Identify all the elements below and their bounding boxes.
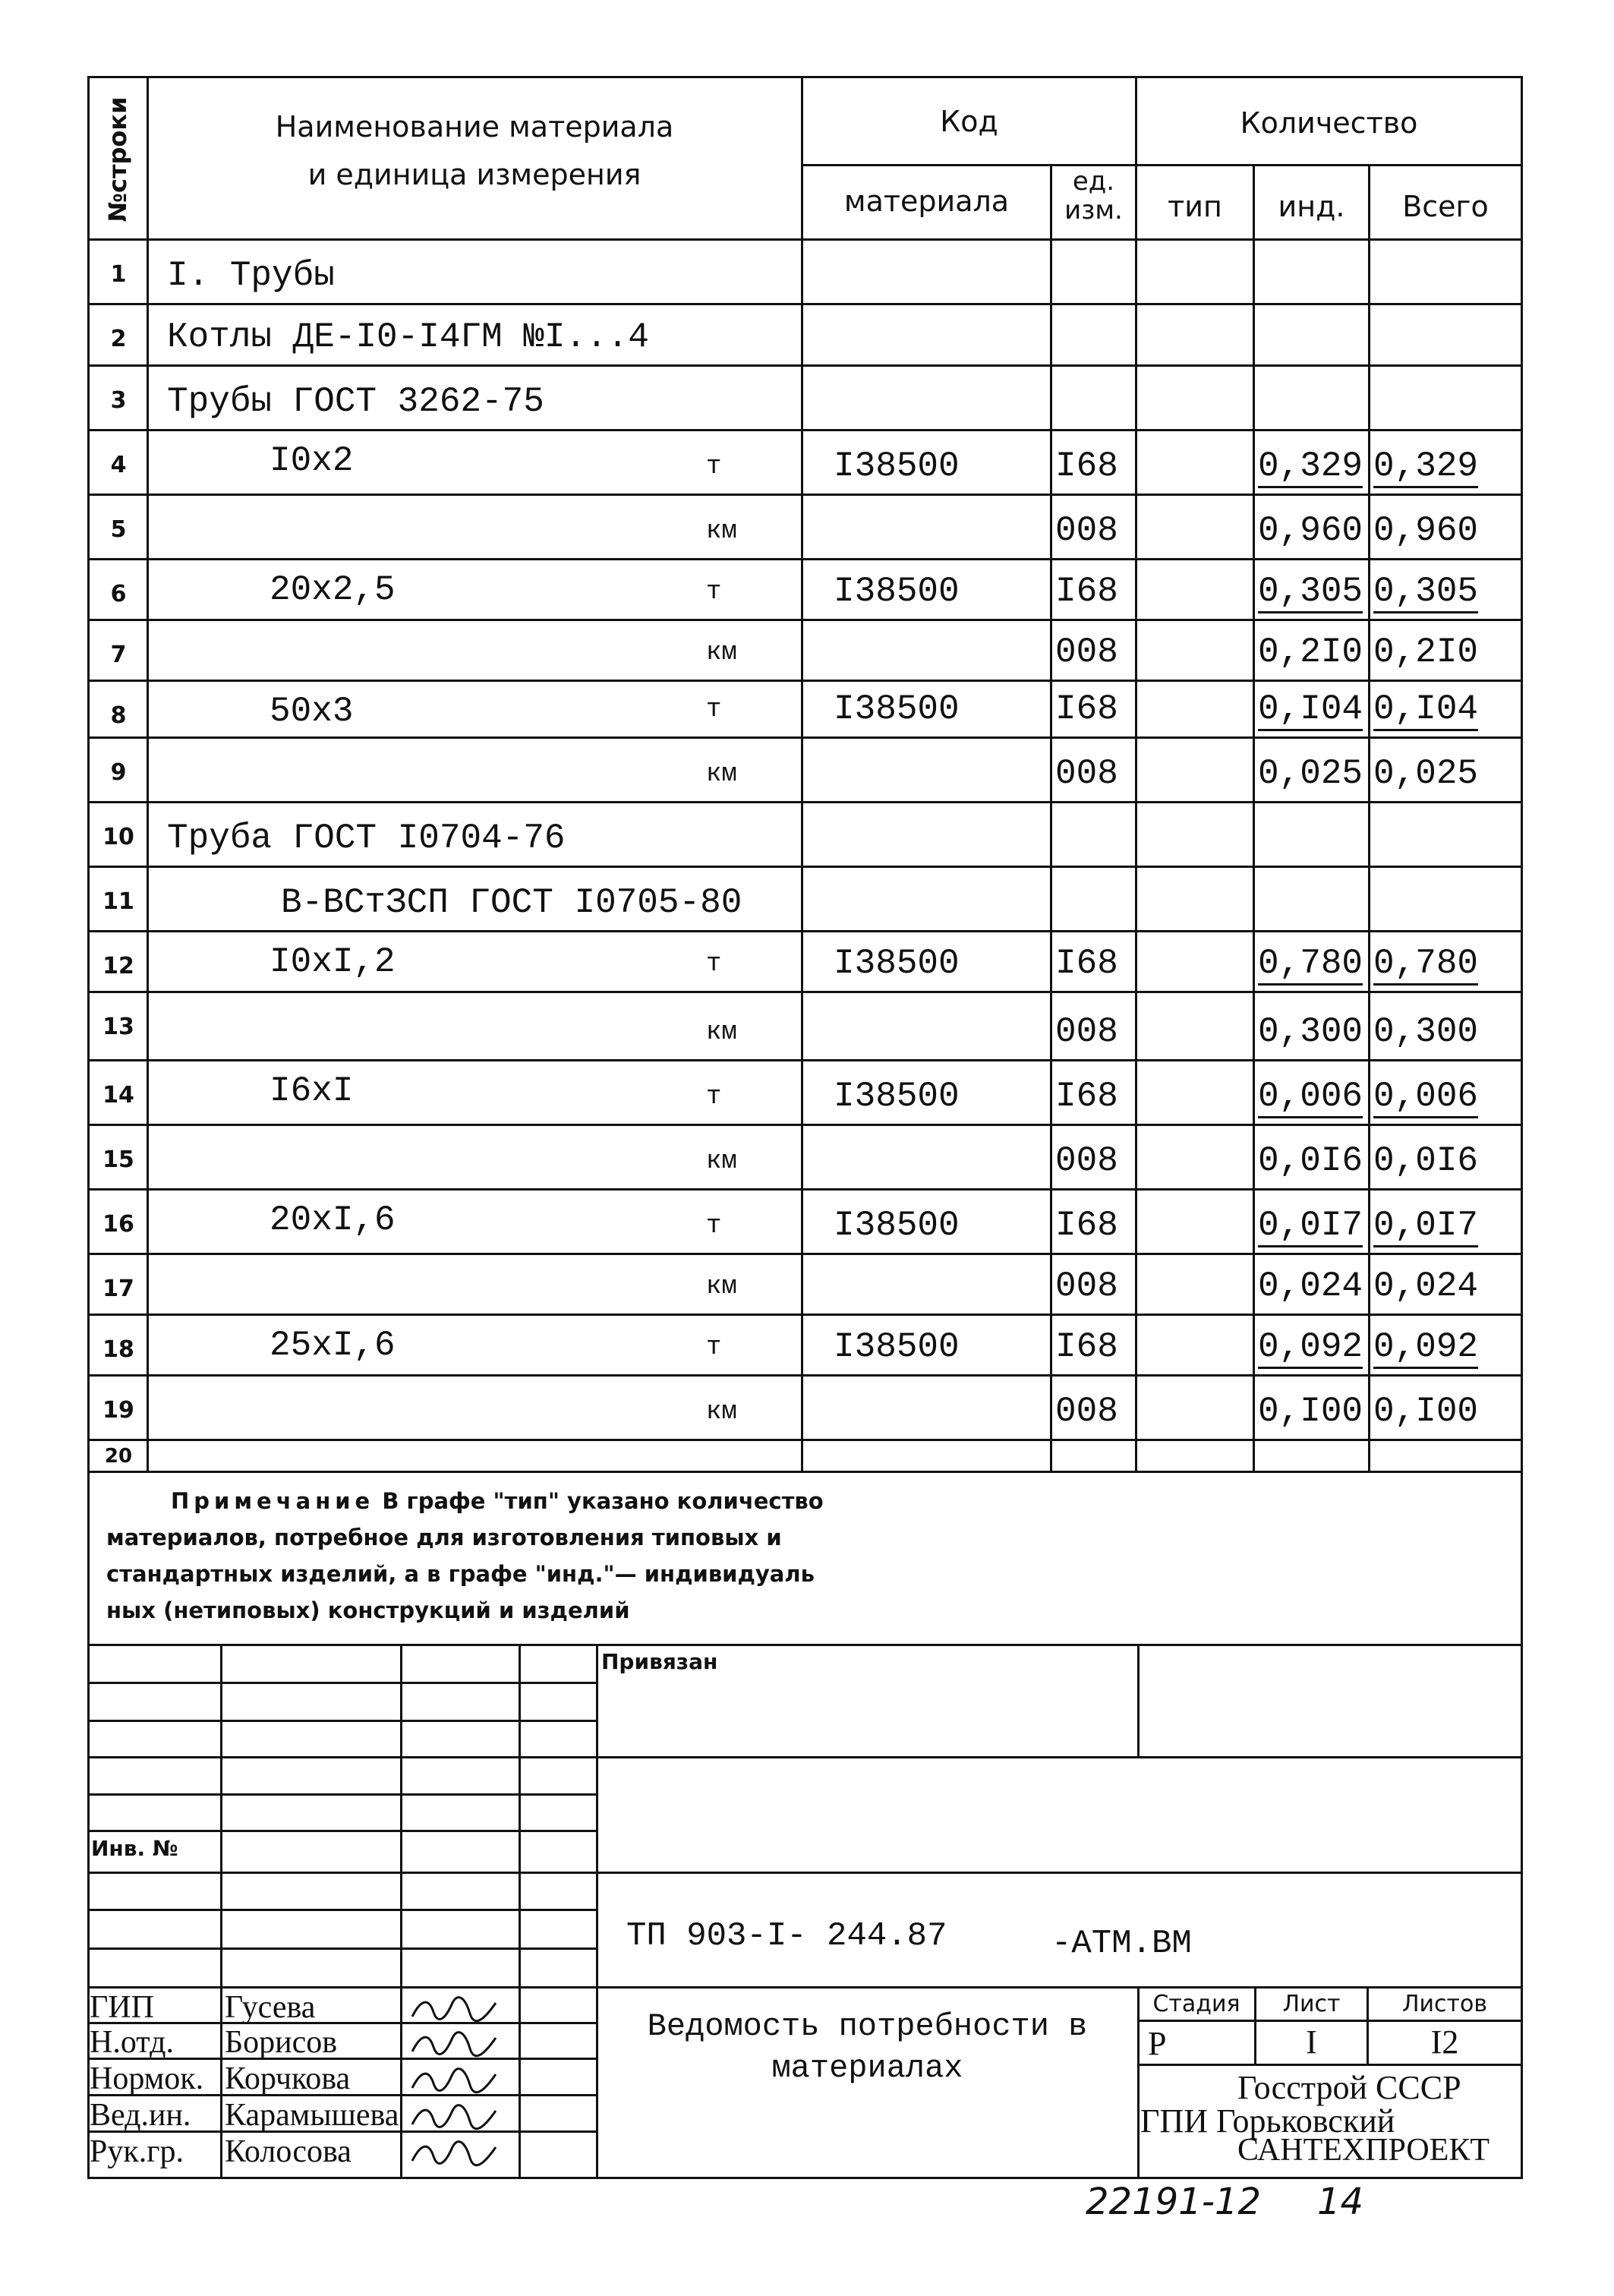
signature: [406, 2103, 512, 2130]
quantity-ind: 0,300: [1258, 1012, 1363, 1052]
sheet-value: I: [1306, 2023, 1317, 2061]
org-line2: ГПИ Горьковский: [1140, 2102, 1395, 2140]
material-name: 20x2,5: [270, 570, 396, 610]
unit-of-measure: км: [706, 639, 737, 667]
quantity-total-header: Всего: [1402, 190, 1489, 223]
row-number-header: №строки: [103, 96, 132, 222]
row-number: 18: [102, 1336, 134, 1363]
stamp-line: [1137, 2064, 1522, 2066]
table-row: [0, 1439, 1614, 1471]
name-header-line1: Наименование материала: [275, 110, 674, 144]
stamp-line: [1137, 2020, 1522, 2022]
quantity-total: 0,024: [1373, 1266, 1479, 1306]
signature: [406, 2030, 512, 2058]
unit-code: 008: [1055, 511, 1118, 550]
code-unit-header: ед. изм.: [1064, 166, 1123, 226]
table-row: [0, 991, 1614, 1059]
signer-name: Борисов: [225, 2025, 338, 2060]
quantity-ind: 0,960: [1258, 511, 1363, 550]
signer-name: Карамышева: [225, 2098, 399, 2133]
quantity-total: 0,305: [1373, 572, 1478, 613]
material-name: В-ВСтЗСП ГОСТ I0705-80: [281, 883, 742, 922]
stamp-line: [220, 1644, 222, 2179]
row-number: 9: [110, 759, 127, 786]
row-number: 5: [110, 516, 127, 543]
material-name: 25xI,6: [270, 1326, 396, 1365]
name-header-line2: и единица измерения: [307, 158, 642, 191]
unit-of-measure: км: [706, 760, 737, 789]
unit-code: I68: [1055, 689, 1118, 729]
org-line1: Госстрой СССР: [1237, 2069, 1461, 2106]
material-name: Котлы ДЕ-I0-I4ГМ №I...4: [167, 317, 649, 357]
table-row: [0, 619, 1614, 680]
unit-code: I68: [1055, 446, 1118, 486]
material-name: I0xI,2: [270, 942, 396, 982]
row-number: 17: [102, 1276, 134, 1302]
code-material-header: материала: [843, 184, 1010, 218]
note: [106, 1488, 1093, 1623]
row-number: 20: [104, 1445, 133, 1468]
org-line3: САНТЕХПРОЕКТ: [1237, 2133, 1490, 2168]
material-name: I6xI: [270, 1071, 354, 1111]
stamp-line: [87, 1793, 596, 1796]
stamp-line: [87, 1720, 596, 1722]
unit-of-measure: км: [706, 517, 737, 546]
signature: [406, 2067, 512, 2094]
header-divider: [801, 164, 1522, 166]
quantity-total: 0,0I7: [1373, 1206, 1478, 1247]
signer-role: Н.отд.: [90, 2025, 174, 2060]
material-name: 20xI,6: [270, 1200, 396, 1240]
material-name: I. Трубы: [167, 256, 335, 295]
sheet-label: Лист: [1282, 1991, 1341, 2017]
stamp-line: [87, 1948, 596, 1950]
quantity-total: 0,780: [1373, 944, 1478, 986]
quantity-ind: 0,0I7: [1258, 1206, 1363, 1247]
quantity-ind: 0,780: [1258, 944, 1363, 986]
unit-of-measure: т: [706, 578, 722, 607]
material-code: I38500: [834, 1327, 960, 1367]
name-underline: [281, 866, 744, 868]
stamp-line: [87, 1830, 596, 1832]
quantity-ind-header: инд.: [1278, 190, 1345, 223]
frame-bottom: [87, 2177, 1523, 2179]
quantity-ind: 0,025: [1258, 754, 1363, 793]
row-number: 10: [102, 824, 134, 850]
material-name: Трубы ГОСТ 3262-75: [167, 382, 544, 421]
table-row: [0, 364, 1614, 429]
unit-code: 008: [1055, 1392, 1118, 1431]
material-name: Труба ГОСТ I0704-76: [167, 818, 566, 858]
unit-of-measure: км: [706, 1018, 737, 1047]
quantity-total: 0,025: [1373, 754, 1479, 793]
table-row: [0, 680, 1614, 736]
quantity-total: 0,300: [1373, 1012, 1479, 1052]
unit-of-measure: т: [706, 950, 722, 979]
unit-code: I68: [1055, 1327, 1118, 1367]
unit-code: 008: [1055, 754, 1118, 793]
table-row: [0, 801, 1614, 866]
quantity-ind: 0,006: [1258, 1077, 1363, 1118]
handwritten-page-number: 14: [1317, 2181, 1364, 2223]
unit-code: 008: [1055, 1012, 1118, 1052]
stage-label: Стадия: [1152, 1991, 1240, 2017]
stamp-line: [596, 1644, 598, 2179]
unit-code: 008: [1055, 1266, 1118, 1306]
signer-role: Рук.гр.: [90, 2134, 184, 2169]
stage-value: Р: [1148, 2025, 1167, 2062]
quantity-total: 0,2I0: [1373, 632, 1479, 672]
table-row: [0, 1059, 1614, 1124]
stamp-line: [400, 1644, 402, 2179]
quantity-ind: 0,I00: [1258, 1392, 1363, 1431]
row-number: 11: [102, 888, 134, 915]
table-bottom: [87, 1471, 1523, 1473]
table-row: [0, 1188, 1614, 1253]
document-code: ТП 903-I- 244.87: [626, 1917, 947, 1955]
material-code: I38500: [834, 944, 960, 983]
row-number: 13: [102, 1014, 134, 1040]
table-row: [0, 866, 1614, 930]
table-row: [0, 930, 1614, 991]
table-row: [0, 494, 1614, 558]
note-line1: В графе "тип" указано количество: [382, 1488, 824, 1514]
quantity-type-header: тип: [1168, 190, 1222, 223]
table-row: [0, 1253, 1614, 1314]
stamp-line: [87, 1756, 596, 1758]
frame-top: [87, 76, 1523, 78]
unit-code: I68: [1055, 944, 1118, 983]
quantity-ind: 0,0I6: [1258, 1141, 1363, 1181]
row-number: 16: [102, 1211, 134, 1238]
row-number: 14: [102, 1082, 134, 1109]
inventory-number-label: Инв. №: [91, 1836, 178, 1861]
signer-role: Нормок.: [90, 2061, 204, 2096]
table-row: [0, 238, 1614, 303]
quantity-ind: 0,092: [1258, 1327, 1363, 1369]
unit-of-measure: т: [706, 453, 722, 481]
row-number: 2: [110, 326, 127, 352]
privyazan-label: Привязан: [601, 1649, 718, 1674]
row-number: 8: [110, 702, 127, 729]
table-row: [0, 558, 1614, 619]
unit-code: 008: [1055, 1141, 1118, 1181]
row-number: 15: [102, 1146, 134, 1173]
signer-role: ГИП: [90, 1990, 154, 2025]
signer-name: Гусева: [225, 1990, 316, 2025]
quantity-ind: 0,2I0: [1258, 632, 1363, 672]
document-title-line2: материалах: [771, 2050, 963, 2086]
quantity-ind: 0,I04: [1258, 689, 1363, 731]
table-row: [0, 1374, 1614, 1439]
quantity-total: 0,092: [1373, 1327, 1478, 1369]
note-lead: Примечание: [171, 1488, 375, 1514]
stamp-line: [596, 1872, 1522, 1874]
unit-code: I68: [1055, 1077, 1118, 1116]
stamp-top: [87, 1644, 1523, 1646]
material-code: I38500: [834, 446, 960, 486]
unit-of-measure: км: [706, 1398, 737, 1427]
sheets-value: I2: [1430, 2023, 1459, 2061]
unit-of-measure: км: [706, 1273, 737, 1301]
stamp-line: [519, 1644, 521, 2179]
stamp-line: [596, 1756, 1522, 1758]
note-line2: материалов, потребное для изготовления типовых и: [106, 1525, 782, 1550]
unit-of-measure: т: [706, 1333, 722, 1362]
material-code: I38500: [834, 1206, 960, 1245]
row-number: 12: [102, 953, 134, 979]
document-suffix: -АТМ.ВМ: [1051, 1925, 1192, 1963]
unit-of-measure: т: [706, 1083, 722, 1112]
material-code: I38500: [834, 1077, 960, 1116]
table-row: [0, 429, 1614, 494]
row-number: 7: [110, 642, 127, 668]
stamp-line: [596, 1986, 1522, 1988]
sheets-label: Листов: [1401, 1991, 1488, 2017]
code-header: Код: [940, 105, 998, 138]
note-line4: ных (нетиповых) конструкций и изделий: [106, 1597, 630, 1623]
table-row: [0, 1314, 1614, 1374]
unit-of-measure: т: [706, 695, 722, 724]
row-number: 19: [102, 1397, 134, 1424]
quantity-total: 0,I04: [1373, 689, 1478, 731]
signature: [406, 1995, 512, 2023]
row-number: 1: [110, 261, 127, 288]
quantity-ind: 0,305: [1258, 572, 1363, 613]
quantity-ind: 0,024: [1258, 1266, 1363, 1306]
note-line3: стандартных изделий, а в графе "инд."— индивидуаль: [106, 1561, 815, 1587]
signer-name: Колосова: [225, 2134, 351, 2169]
row-number: 6: [110, 581, 127, 607]
material-name: 50x3: [270, 692, 354, 731]
unit-code: I68: [1055, 572, 1118, 611]
material-code: I38500: [834, 572, 960, 611]
stamp-line: [87, 1682, 596, 1684]
stamp-line: [1137, 1644, 1140, 1758]
signer-role: Вед.ин.: [90, 2098, 191, 2133]
quantity-total: 0,960: [1373, 511, 1479, 550]
unit-code: 008: [1055, 632, 1118, 672]
stamp-line: [87, 1986, 596, 1988]
quantity-total: 0,006: [1373, 1077, 1478, 1118]
row-number: 4: [110, 452, 127, 478]
material-name: I0x2: [270, 441, 354, 481]
quantity-header: Количество: [1240, 106, 1418, 140]
unit-code: I68: [1055, 1206, 1118, 1245]
signature: [406, 2140, 512, 2167]
table-row: [0, 303, 1614, 364]
row-number: 3: [110, 387, 127, 414]
handwritten-archive-code: 22191-12: [1086, 2181, 1262, 2223]
signer-name: Корчкова: [225, 2061, 351, 2096]
quantity-ind: 0,329: [1258, 446, 1363, 488]
quantity-total: 0,329: [1373, 446, 1478, 488]
stamp-line: [87, 1909, 596, 1911]
table-row: [0, 1124, 1614, 1188]
quantity-total: 0,0I6: [1373, 1141, 1479, 1181]
stamp-line: [87, 1872, 596, 1874]
unit-of-measure: т: [706, 1212, 722, 1241]
unit-of-measure: км: [706, 1147, 737, 1176]
material-code: I38500: [834, 689, 960, 729]
quantity-total: 0,I00: [1373, 1392, 1479, 1431]
document-title-line1: Ведомость потребности в: [647, 2008, 1088, 2045]
table-row: [0, 736, 1614, 801]
